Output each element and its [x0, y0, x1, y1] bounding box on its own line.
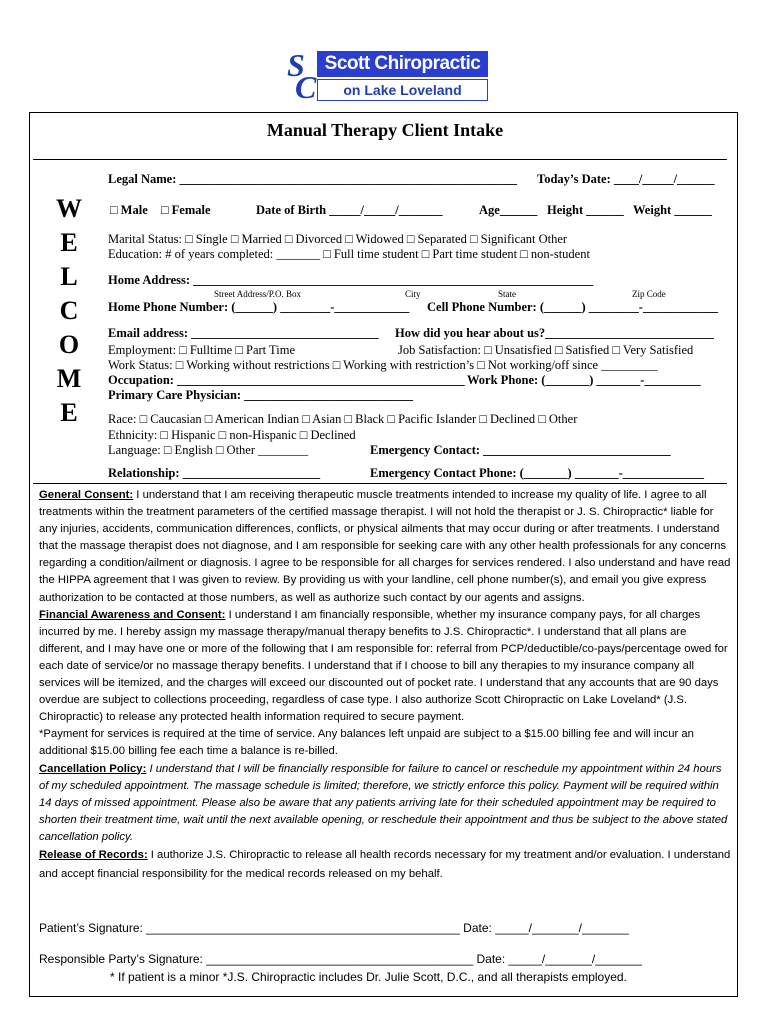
responsible-party-signature-field[interactable]: Responsible Party’s Signature: ________________________________________ Date: _____/_______/_______: [39, 952, 642, 966]
consent-divider: [33, 483, 727, 484]
age-field[interactable]: Age______: [479, 203, 538, 217]
ethnicity-options[interactable]: Ethnicity: □ Hispanic □ non-Hispanic □ Declined: [108, 428, 356, 442]
occupation-field[interactable]: Occupation: ______________________________________________: [108, 373, 465, 387]
payment-paragraph: *Payment for services is required at the time of service. Any balances left unpaid are subject to a $15.00 billing fee and will incur an additional $15.00 billing fee each time a balance is re-billed.: [39, 728, 694, 758]
emergency-phone-field[interactable]: Emergency Contact Phone: (_______) _______-_____________: [370, 466, 704, 480]
weight-field[interactable]: Weight ______: [633, 203, 712, 217]
employment-options[interactable]: Employment: □ Fulltime □ Part Time: [108, 343, 295, 357]
email-field[interactable]: Email address: ______________________________: [108, 326, 379, 340]
patient-signature-field[interactable]: Patient’s Signature: _______________________________________________ Date: _____/_______/_______: [39, 921, 629, 935]
legal-name-field[interactable]: Legal Name: ______________________________________________________: [108, 172, 518, 186]
work-status-options[interactable]: Work Status: □ Working without restrictions □ Working with restriction’s □ Not working/off since _________: [108, 358, 658, 372]
cancellation-policy-paragraph: Cancellation Policy: I understand that I will be financially responsible for failure to cancel or reschedule my appointment within 24 hours of my scheduled appointment. The massage schedule is limited; therefore, we strictly enforce this policy. Payment will be required within 14 days of missed appointment. Please also be aware that any patients arriving late for their scheduled appointment may be required to shorten their treatment time, wait until the next available opening, or reschedule their appointment and thus be subject to the above stated cancellation policy.: [39, 762, 728, 843]
address-zip-caption: Zip Code: [632, 289, 666, 299]
address-state-caption: State: [498, 289, 516, 299]
female-checkbox[interactable]: □ Female: [161, 203, 211, 217]
race-options[interactable]: Race: □ Caucasian □ American Indian □ Asian □ Black □ Pacific Islander □ Declined □ Other: [108, 412, 578, 426]
form-title: Manual Therapy Client Intake: [266, 120, 504, 140]
consent-section: [39, 487, 731, 884]
logo-monogram: S C: [287, 47, 317, 105]
language-options[interactable]: Language: □ English □ Other ________: [108, 443, 309, 457]
financial-consent-paragraph: Financial Awareness and Consent: I understand I am financially responsible, whether my insurance company pays, for all charges incurred by me. I hereby assign my massage therapy/manual therapy benefits to J.S. Chiropractic*. I understand that all plans are different, and I may have one or more of the following that I am responsible for: referral from PCP/deductible/co-pays/percentage owed for each date of service/or no massage therapy benefits. I understand that if I choose to bill any therapies to my insurance company all services will be itemized, and the charges will exceed our discounted out of pocket rate. I understand that any accounts that are 90 days overdue are subject to collections proceeding, regardless of case type. I also authorize Scott Chiropractic on Lake Loveland* (J.S. Chiropractic) to release any protected health information required to secure payment.: [39, 608, 728, 724]
title-divider: [33, 159, 727, 160]
male-checkbox[interactable]: □ Male: [110, 203, 148, 217]
home-phone-field[interactable]: Home Phone Number: (______) ________-____________: [108, 300, 410, 314]
logo-subtitle: on Lake Loveland: [317, 79, 488, 101]
address-street-caption: Street Address/P.O. Box: [214, 289, 302, 299]
address-city-caption: City: [405, 289, 421, 299]
date-of-birth-field[interactable]: Date of Birth _____/_____/_______: [256, 203, 443, 217]
marital-status-options[interactable]: Marital Status: □ Single □ Married □ Divorced □ Widowed □ Separated □ Significant Other: [108, 232, 568, 246]
general-consent-paragraph: General Consent: I understand that I am receiving therapeutic muscle treatments intended to increase my quality of life. I agree to all treatments within the treatment parameters of the certified massage therapist. I will not hold the therapist or J. S. Chiropractic* liable for any injuries, accidents, communication differences, conflicts, or physical ailments that may occur during or after treatments. I understand that the massage therapist does not diagnose, and I am responsible for seeking care with any other health professionals for any concerns regarding a condition/ailment or diagnosis. I agree to be responsible for all charges for services rendered. I also understand and have read the HIPPA agreement that I was given to review. By providing us with your landline, cell phone number(s), and email you give express authorization to be contacted at those numbers, as well as authorize such contact by our agents and assigns.: [39, 489, 731, 604]
relationship-field[interactable]: Relationship: ______________________: [108, 466, 321, 480]
job-satisfaction-options[interactable]: Job Satisfaction: □ Unsatisfied □ Satisfied □ Very Satisfied: [398, 343, 694, 357]
todays-date-field[interactable]: Today’s Date: ____/_____/______: [537, 172, 715, 186]
clinic-logo: [283, 45, 490, 105]
logo-name: Scott Chiropractic: [317, 51, 488, 77]
home-address-field[interactable]: Home Address: ________________________________________________________________: [108, 273, 594, 287]
height-field[interactable]: Height ______: [547, 203, 624, 217]
signature-footnote: * If patient is a minor *J.S. Chiropractic includes Dr. Julie Scott, D.C., and all therapists employed.: [110, 970, 627, 984]
work-phone-field[interactable]: Work Phone: (_______) _______-_________: [467, 373, 701, 387]
release-records-paragraph: Release of Records: I authorize J.S. Chiropractic to release all health records necessary for my treatment and/or evaluation. I understand and accept financial responsibility for the medical records released on my behalf.: [39, 848, 731, 880]
how-heard-field[interactable]: How did you hear about us?___________________________: [395, 326, 714, 340]
cell-phone-field[interactable]: Cell Phone Number: (______) ________-____________: [427, 300, 718, 314]
welcome-vertical-text: W E L C O M E: [56, 194, 82, 427]
primary-care-physician-field[interactable]: Primary Care Physician: ___________________________: [108, 388, 413, 402]
emergency-contact-field[interactable]: Emergency Contact: ______________________________: [370, 443, 671, 457]
education-options[interactable]: Education: # of years completed: _______ □ Full time student □ Part time student □ non-student: [108, 247, 590, 261]
